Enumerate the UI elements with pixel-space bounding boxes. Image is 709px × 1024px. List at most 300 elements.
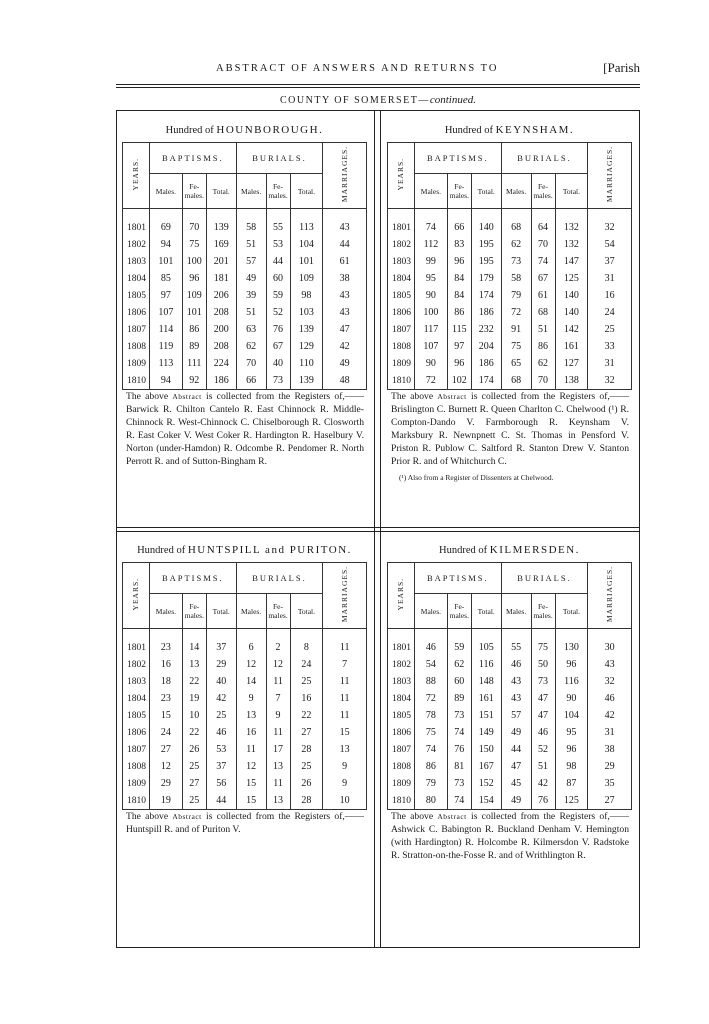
- cell-bur-f: 64: [531, 219, 555, 236]
- cell-bur-t: 27: [290, 724, 323, 741]
- marriages-header: [588, 563, 632, 629]
- cell-bap-f: 74: [447, 792, 471, 810]
- cell-bur-m: 39: [236, 287, 266, 304]
- cell-bur-f: 59: [266, 287, 290, 304]
- cell-bap-t: 200: [206, 321, 236, 338]
- cell-bap-m: 12: [149, 758, 182, 775]
- note-body: is collected from the Registers of,——Huntspill R. and of Puriton V.: [126, 811, 364, 835]
- running-head: [120, 60, 640, 78]
- cell-bap-t: 56: [206, 775, 236, 792]
- cell-year: 1801: [388, 639, 415, 656]
- table-row: [123, 219, 367, 236]
- cell-mar: 24: [588, 304, 632, 321]
- cell-bap-t: 208: [206, 304, 236, 321]
- baptisms-header: BAPTISMS.: [149, 143, 236, 174]
- cell-bap-t: 181: [206, 270, 236, 287]
- hundred-name: HUNTSPILL and PURITON.: [187, 544, 352, 556]
- spacer-cell: [471, 629, 501, 640]
- table-row: [123, 741, 367, 758]
- marriages-header: [323, 143, 367, 209]
- cell-bap-m: 90: [414, 355, 447, 372]
- table-row: [123, 792, 367, 810]
- marriages-label: MARRIAGES.: [605, 145, 615, 203]
- cell-mar: 11: [323, 673, 367, 690]
- cell-year: 1810: [123, 372, 150, 390]
- cell-bap-t: 186: [471, 304, 501, 321]
- cell-bap-t: 232: [471, 321, 501, 338]
- cell-bur-t: 140: [555, 287, 588, 304]
- cell-bur-t: 125: [555, 792, 588, 810]
- cell-bap-m: 54: [414, 656, 447, 673]
- cell-bap-m: 75: [414, 724, 447, 741]
- table-row: [123, 236, 367, 253]
- cell-bur-t: 96: [555, 741, 588, 758]
- running-head-section: [Parish: [603, 60, 640, 75]
- cell-mar: 43: [323, 304, 367, 321]
- cell-bap-t: 25: [206, 707, 236, 724]
- cell-bur-t: 8: [290, 639, 323, 656]
- cell-bap-m: 99: [414, 253, 447, 270]
- cell-mar: 31: [588, 724, 632, 741]
- table-row: [388, 304, 632, 321]
- cell-bap-f: 109: [182, 287, 206, 304]
- table-row: [388, 792, 632, 810]
- cell-bur-m: 51: [236, 304, 266, 321]
- cell-bap-t: 208: [206, 338, 236, 355]
- cell-bap-f: 101: [182, 304, 206, 321]
- table-row: [123, 656, 367, 673]
- cell-bap-m: 107: [149, 304, 182, 321]
- cell-bap-f: 111: [182, 355, 206, 372]
- burials-header: BURIALS.: [236, 143, 323, 174]
- section-divider: [116, 527, 640, 532]
- cell-year: 1806: [123, 304, 150, 321]
- cell-bur-t: 103: [290, 304, 323, 321]
- note-lead: The above: [391, 391, 434, 402]
- cell-bur-m: 58: [236, 219, 266, 236]
- cell-bur-f: 47: [531, 690, 555, 707]
- cell-bap-m: 29: [149, 775, 182, 792]
- top-rule: [116, 84, 640, 85]
- cell-bur-t: 101: [290, 253, 323, 270]
- cell-bap-m: 78: [414, 707, 447, 724]
- baptisms-males-header: Males.: [149, 594, 182, 629]
- cell-bap-f: 13: [182, 656, 206, 673]
- cell-mar: 27: [588, 792, 632, 810]
- cell-bur-t: 110: [290, 355, 323, 372]
- note-lead: The above: [126, 391, 169, 402]
- baptisms-males-header: Males.: [414, 594, 447, 629]
- cell-bap-m: 74: [414, 219, 447, 236]
- cell-bur-m: 15: [236, 775, 266, 792]
- cell-bur-m: 46: [501, 656, 531, 673]
- cell-bap-f: 89: [447, 690, 471, 707]
- cell-bap-f: 14: [182, 639, 206, 656]
- table-row: [123, 355, 367, 372]
- cell-bur-f: 76: [266, 321, 290, 338]
- burials-total-header: Total.: [290, 174, 323, 209]
- hundred-prefix: Hundred of: [165, 125, 214, 136]
- cell-bap-t: 37: [206, 758, 236, 775]
- cell-bap-m: 100: [414, 304, 447, 321]
- cell-bur-f: 61: [531, 287, 555, 304]
- cell-bur-f: 42: [531, 775, 555, 792]
- cell-year: 1802: [123, 236, 150, 253]
- years-label: YEARS.: [396, 157, 406, 191]
- cell-bap-f: 81: [447, 758, 471, 775]
- table-row: [123, 270, 367, 287]
- hundred-prefix: Hundred of: [444, 125, 493, 136]
- cell-bur-f: 86: [531, 338, 555, 355]
- cell-mar: 7: [323, 656, 367, 673]
- cell-bap-m: 27: [149, 741, 182, 758]
- cell-bur-m: 47: [501, 758, 531, 775]
- cell-bap-f: 92: [182, 372, 206, 390]
- cell-bap-t: 195: [471, 253, 501, 270]
- cell-year: 1801: [123, 639, 150, 656]
- cell-year: 1806: [388, 724, 415, 741]
- cell-year: 1810: [388, 792, 415, 810]
- cell-bap-f: 62: [447, 656, 471, 673]
- cell-bap-f: 19: [182, 690, 206, 707]
- cell-bap-m: 85: [149, 270, 182, 287]
- cell-bur-m: 14: [236, 673, 266, 690]
- cell-bap-f: 22: [182, 673, 206, 690]
- spacer-cell: [123, 629, 150, 640]
- cell-bur-m: 68: [501, 372, 531, 390]
- cell-bap-m: 19: [149, 792, 182, 810]
- county-suffix: continued.: [429, 94, 476, 106]
- cell-bur-t: 138: [555, 372, 588, 390]
- cell-bap-f: 73: [447, 775, 471, 792]
- cell-bur-t: 116: [555, 673, 588, 690]
- cell-year: 1801: [388, 219, 415, 236]
- cell-mar: 43: [588, 656, 632, 673]
- cell-bap-t: 201: [206, 253, 236, 270]
- spacer-cell: [588, 629, 632, 640]
- cell-bur-m: 70: [236, 355, 266, 372]
- burials-header: BURIALS.: [501, 563, 588, 594]
- cell-bap-t: 204: [471, 338, 501, 355]
- cell-bur-m: 51: [236, 236, 266, 253]
- cell-bur-m: 73: [501, 253, 531, 270]
- cell-bur-m: 62: [501, 236, 531, 253]
- note-lead: The above: [391, 811, 434, 822]
- cell-bap-m: 79: [414, 775, 447, 792]
- burials-header: BURIALS.: [236, 563, 323, 594]
- cell-bap-m: 94: [149, 372, 182, 390]
- burials-females-header: Fe-males.: [266, 594, 290, 629]
- cell-bap-f: 96: [182, 270, 206, 287]
- cell-mar: 54: [588, 236, 632, 253]
- cell-year: 1806: [388, 304, 415, 321]
- cell-bap-t: 169: [206, 236, 236, 253]
- cell-mar: 33: [588, 338, 632, 355]
- cell-bur-m: 15: [236, 792, 266, 810]
- marriages-label: MARRIAGES.: [340, 565, 350, 623]
- table-row: [388, 355, 632, 372]
- cell-bap-f: 26: [182, 741, 206, 758]
- cell-year: 1805: [123, 287, 150, 304]
- cell-bur-t: 132: [555, 236, 588, 253]
- registers-note: [126, 390, 364, 468]
- cell-year: 1807: [123, 741, 150, 758]
- cell-bur-f: 67: [531, 270, 555, 287]
- table-body: [123, 209, 367, 390]
- cell-bur-f: 62: [531, 355, 555, 372]
- cell-year: 1803: [388, 673, 415, 690]
- spacer-cell: [414, 209, 447, 220]
- cell-year: 1805: [388, 707, 415, 724]
- note-body: is collected from the Registers of,——Brislington C. Burnett R. Queen Charlton C. Chelwood (¹) R. Compton-Dando V. Farmborough R. Keynsham V. Marksbury R. Newnpnett C. St. Thomas in Pensford V. Priston R. Publow C. Saltford R. Stanton Drew V. Stanton Prior R. and of Whitchurch C.: [391, 391, 629, 467]
- spacer-cell: [531, 629, 555, 640]
- table-row: [123, 707, 367, 724]
- cell-bap-m: 23: [149, 639, 182, 656]
- cell-bur-m: 79: [501, 287, 531, 304]
- cell-bap-m: 46: [414, 639, 447, 656]
- cell-bap-m: 94: [149, 236, 182, 253]
- cell-year: 1804: [123, 270, 150, 287]
- cell-mar: 43: [323, 219, 367, 236]
- cell-bur-m: 63: [236, 321, 266, 338]
- cell-bur-f: 67: [266, 338, 290, 355]
- cell-mar: 10: [323, 792, 367, 810]
- cell-bap-f: 96: [447, 253, 471, 270]
- cell-bap-t: 206: [206, 287, 236, 304]
- cell-mar: 44: [323, 236, 367, 253]
- cell-bur-f: 9: [266, 707, 290, 724]
- cell-bap-f: 96: [447, 355, 471, 372]
- cell-bur-m: 91: [501, 321, 531, 338]
- cell-bap-m: 107: [414, 338, 447, 355]
- spacer-cell: [123, 209, 150, 220]
- cell-bur-f: 51: [531, 321, 555, 338]
- note-abstract: Abstract: [437, 392, 467, 401]
- years-label: YEARS.: [396, 577, 406, 611]
- marriages-header: [588, 143, 632, 209]
- cell-bur-t: 98: [555, 758, 588, 775]
- cell-bur-t: 25: [290, 758, 323, 775]
- cell-year: 1806: [123, 724, 150, 741]
- cell-bap-f: 10: [182, 707, 206, 724]
- cell-bap-m: 74: [414, 741, 447, 758]
- cell-bap-m: 80: [414, 792, 447, 810]
- cell-bur-m: 58: [501, 270, 531, 287]
- cell-bur-f: 17: [266, 741, 290, 758]
- hundred-title: [122, 118, 367, 142]
- cell-bap-m: 112: [414, 236, 447, 253]
- baptisms-header: BAPTISMS.: [414, 563, 501, 594]
- cell-mar: 43: [323, 287, 367, 304]
- cell-bur-f: 52: [266, 304, 290, 321]
- cell-bur-f: 75: [531, 639, 555, 656]
- cell-bur-f: 52: [531, 741, 555, 758]
- note-footnote: (¹) Also from a Register of Dissenters at Chelwood.: [399, 473, 554, 482]
- burials-males-header: Males.: [236, 174, 266, 209]
- cell-bap-f: 86: [447, 304, 471, 321]
- cell-bap-t: 195: [471, 236, 501, 253]
- cell-bap-f: 76: [447, 741, 471, 758]
- cell-year: 1809: [123, 775, 150, 792]
- cell-mar: 15: [323, 724, 367, 741]
- note-body: is collected from the Registers of,——Barwick R. Chilton Cantelo R. East Chinnock R. Middle-Chinnock R. West-Chinnock C. Chiselborough R. Closworth R. East Coker V. West Coker R. Hardington R. Haselbury V. Norton (under-Hamdon) R. Odcombe R. Pendomer R. North Perrott R. and of Sutton-Bingham R.: [126, 391, 364, 467]
- cell-bur-t: 95: [555, 724, 588, 741]
- cell-bur-f: 53: [266, 236, 290, 253]
- cell-mar: 38: [323, 270, 367, 287]
- cell-bap-f: 25: [182, 792, 206, 810]
- cell-mar: 9: [323, 775, 367, 792]
- registers-table: [122, 142, 367, 390]
- spacer-cell: [323, 629, 367, 640]
- cell-bap-f: 115: [447, 321, 471, 338]
- baptisms-total-header: Total.: [471, 594, 501, 629]
- cell-bur-f: 46: [531, 724, 555, 741]
- table-row: [123, 338, 367, 355]
- cell-bur-t: 139: [290, 372, 323, 390]
- cell-bur-m: 12: [236, 758, 266, 775]
- cell-bur-t: 24: [290, 656, 323, 673]
- cell-bur-m: 49: [501, 792, 531, 810]
- cell-bap-f: 60: [447, 673, 471, 690]
- baptisms-females-header: Fe-males.: [182, 594, 206, 629]
- years-label: YEARS.: [131, 577, 141, 611]
- table-row: [388, 338, 632, 355]
- baptisms-total-header: Total.: [206, 594, 236, 629]
- cell-bap-m: 117: [414, 321, 447, 338]
- cell-bap-f: 66: [447, 219, 471, 236]
- spacer-cell: [182, 629, 206, 640]
- cell-bap-t: 105: [471, 639, 501, 656]
- cell-bur-t: 109: [290, 270, 323, 287]
- burials-header: BURIALS.: [501, 143, 588, 174]
- spacer-cell: [388, 629, 415, 640]
- years-header: [388, 143, 415, 209]
- cell-mar: 31: [588, 270, 632, 287]
- burials-males-header: Males.: [501, 174, 531, 209]
- cell-bap-t: 152: [471, 775, 501, 792]
- spacer-cell: [206, 209, 236, 220]
- burials-total-header: Total.: [290, 594, 323, 629]
- table-row: [123, 372, 367, 390]
- cell-bap-t: 186: [206, 372, 236, 390]
- cell-bap-f: 59: [447, 639, 471, 656]
- years-header: [388, 563, 415, 629]
- cell-bap-m: 18: [149, 673, 182, 690]
- cell-bap-t: 139: [206, 219, 236, 236]
- hundred-name: HOUNBOROUGH.: [216, 124, 324, 136]
- cell-mar: 32: [588, 219, 632, 236]
- cell-bap-f: 83: [447, 236, 471, 253]
- table-row: [123, 775, 367, 792]
- cell-bap-m: 90: [414, 287, 447, 304]
- table-body: [388, 629, 632, 810]
- marriages-label: MARRIAGES.: [340, 145, 350, 203]
- cell-bur-t: 147: [555, 253, 588, 270]
- cell-mar: 11: [323, 690, 367, 707]
- cell-bap-m: 15: [149, 707, 182, 724]
- cell-bap-m: 72: [414, 690, 447, 707]
- cell-bur-f: 11: [266, 673, 290, 690]
- cell-bur-t: 104: [555, 707, 588, 724]
- cell-bap-m: 114: [149, 321, 182, 338]
- hundred-title: [387, 538, 632, 562]
- cell-bur-f: 13: [266, 792, 290, 810]
- cell-bur-f: 11: [266, 724, 290, 741]
- table-row: [388, 724, 632, 741]
- cell-bap-m: 16: [149, 656, 182, 673]
- cell-bur-m: 13: [236, 707, 266, 724]
- table-row: [388, 775, 632, 792]
- cell-year: 1803: [388, 253, 415, 270]
- cell-bur-m: 44: [501, 741, 531, 758]
- cell-year: 1804: [388, 690, 415, 707]
- cell-bur-m: 43: [501, 673, 531, 690]
- cell-bur-t: 130: [555, 639, 588, 656]
- cell-bap-m: 86: [414, 758, 447, 775]
- cell-bur-t: 28: [290, 792, 323, 810]
- burials-males-header: Males.: [501, 594, 531, 629]
- cell-bur-m: 12: [236, 656, 266, 673]
- cell-year: 1802: [388, 656, 415, 673]
- cell-mar: 16: [588, 287, 632, 304]
- cell-bur-m: 57: [236, 253, 266, 270]
- cell-bap-t: 167: [471, 758, 501, 775]
- table-row: [388, 321, 632, 338]
- cell-bur-m: 6: [236, 639, 266, 656]
- spacer-cell: [290, 209, 323, 220]
- cell-bur-t: 139: [290, 321, 323, 338]
- cell-bap-t: 174: [471, 287, 501, 304]
- spacer-cell: [182, 209, 206, 220]
- baptisms-header: BAPTISMS.: [414, 143, 501, 174]
- cell-mar: 31: [588, 355, 632, 372]
- table-row: [123, 690, 367, 707]
- hundred-title: [387, 118, 632, 142]
- registers-table: [387, 562, 632, 810]
- spacer-cell: [149, 629, 182, 640]
- cell-mar: 38: [588, 741, 632, 758]
- cell-bur-f: 40: [266, 355, 290, 372]
- county-prefix: COUNTY OF SOMERSET—: [280, 95, 430, 106]
- spacer-cell: [236, 629, 266, 640]
- spacer-cell: [447, 629, 471, 640]
- cell-bur-f: 12: [266, 656, 290, 673]
- cell-bap-t: 174: [471, 372, 501, 390]
- cell-bur-f: 70: [531, 236, 555, 253]
- cell-bur-f: 47: [531, 707, 555, 724]
- cell-bap-m: 88: [414, 673, 447, 690]
- cell-bap-f: 100: [182, 253, 206, 270]
- cell-bap-t: 154: [471, 792, 501, 810]
- cell-year: 1803: [123, 253, 150, 270]
- hundred-prefix: Hundred of: [439, 545, 488, 556]
- baptisms-males-header: Males.: [149, 174, 182, 209]
- cell-bap-t: 116: [471, 656, 501, 673]
- registers-table: [387, 142, 632, 390]
- baptisms-females-header: Fe-males.: [182, 174, 206, 209]
- cell-bap-m: 95: [414, 270, 447, 287]
- county-heading: [116, 94, 640, 106]
- cell-bap-t: 150: [471, 741, 501, 758]
- baptisms-males-header: Males.: [414, 174, 447, 209]
- spacer-row: [123, 629, 367, 640]
- cell-bur-f: 51: [531, 758, 555, 775]
- cell-bap-m: 113: [149, 355, 182, 372]
- cell-year: 1810: [388, 372, 415, 390]
- cell-bap-t: 42: [206, 690, 236, 707]
- cell-year: 1804: [388, 270, 415, 287]
- cell-bur-m: 75: [501, 338, 531, 355]
